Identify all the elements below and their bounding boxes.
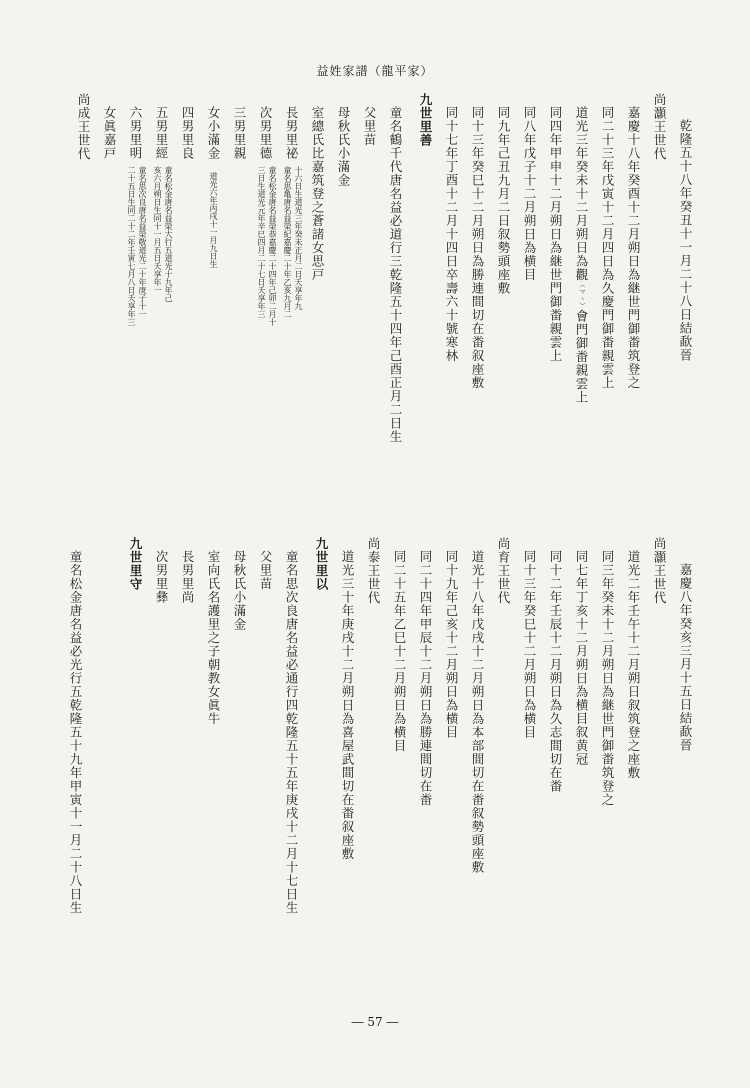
child-entry: 長男里尚 <box>180 550 195 604</box>
reign-heading: 尚泰王世代 <box>366 537 381 605</box>
generation-heading: 九世里守 <box>128 537 143 591</box>
text-column: 童名松金唐名益必光行五乾隆五十九年甲寅十一月二十八日生 <box>68 550 83 915</box>
text-column: 道光三十年庚戌十二月朔日為喜屋武間切在畨叙座敷 <box>340 550 355 861</box>
child-entry: 女眞嘉戸 <box>102 106 117 160</box>
text-column: 同十三年癸巳十二月朔日為勝連間切在畨叙座敷 <box>470 106 485 390</box>
text-column: 同九年己丑九月二日叙勢頭座敷 <box>496 106 511 295</box>
page-header: 益姓家譜（龍平家） <box>316 64 434 78</box>
text-column: 同十七年丁酉十二月十四日卒壽六十號寒林 <box>444 106 459 363</box>
generation-heading: 九世里以 <box>314 537 329 591</box>
child-entry: 長男里祕 十六日生道光三年癸未正月二日夭享年九 童名思亀唐名益榮紀嘉慶二十年乙亥九月二 <box>283 106 303 318</box>
text-column: 同七年丁亥十二月朔日為横目叙黄冠 <box>574 550 589 766</box>
reign-heading: 尚育王世代 <box>496 537 511 605</box>
text-column: 道光十八年戊戌十二月朔日為本部間切在畨叙勢頭座敷 <box>470 550 485 874</box>
text-column: 母秋氏小滿金 <box>336 106 351 187</box>
reign-heading: 尚成王世代 <box>76 93 91 161</box>
text-column: 父里苗 <box>362 106 377 147</box>
child-entry: 三男里親 <box>232 106 247 160</box>
generation-heading: 九世里善 <box>418 93 433 147</box>
text-column: 嘉慶十八年癸酉十二月朔日為継世門御畨筑登之 <box>626 106 641 390</box>
text-column: 同二十四年甲辰十二月朔日為勝連間切在畨 <box>418 550 433 807</box>
bottom-section <box>62 537 698 915</box>
text-column: 同二十三年戊寅十二月四日為久慶門御畨親雲上 <box>600 106 615 390</box>
text-column: 嘉慶八年癸亥三月十五日結歃晉 <box>678 563 693 752</box>
text-column: 道光二年壬午十二月朔日叙筑登之座敷 <box>626 550 641 780</box>
text-column: 室向氏名護里之子朝教女眞牛 <box>206 550 221 726</box>
child-entry: 女小滿金道光六年丙戌十一月九日生 <box>206 106 221 268</box>
text-column: 父里苗 <box>258 550 273 591</box>
reign-heading: 尚灝王世代 <box>652 93 667 161</box>
top-section <box>68 93 698 444</box>
child-entry: 次男里彝 <box>154 550 169 604</box>
text-column: 同十九年己亥十二月朔日為横目 <box>444 550 459 739</box>
text-column: 同二十五年乙巳十二月朔日為横目 <box>392 550 407 753</box>
child-entry: 六男里明 童名思次良唐名益榮敬道光二十年庚子十一 二十五日生同二十二年壬寅七月八日夭享年三 <box>127 106 147 326</box>
text-column: 同八年戊子十二月朔日為横目 <box>522 106 537 282</box>
page-number: ― 57 ― <box>351 1015 399 1029</box>
text-column: 同十三年癸巳十二月朔日為横目 <box>522 550 537 739</box>
text-column: 同四年甲申十二月朔日為継世門御畨親雲上 <box>548 106 563 363</box>
text-column: 乾隆五十八年癸丑十一月二十八日結歃晉 <box>678 119 693 362</box>
text-column: 童名思次良唐名益必通行四乾隆五十五年庚戌十二月十七日生 <box>284 550 299 915</box>
child-entry: 四男里良 <box>180 106 195 160</box>
text-column: 同三年癸未十二月朔日為継世門御畨筑登之 <box>600 550 615 807</box>
editor-mark: （マヽ） <box>578 281 585 310</box>
text-column: 母秋氏小滿金 <box>232 550 247 631</box>
text-column: 童名鶴千代唐名益必道行三乾隆五十四年己酉正月二日生 <box>388 106 403 444</box>
reign-heading: 尚灝王世代 <box>652 537 667 605</box>
text-column: 道光三年癸未十二月朔日為觀（マヽ）會門御畨親雲上 <box>574 106 589 404</box>
child-entry: 五男里經 童名松金唐名益榮大行五道光十九年己 亥六月朔日生同十一月五日夭享年一 <box>153 106 173 302</box>
text-column: 室總氏比嘉筑登之蒼諸女思戸 <box>310 106 325 282</box>
text-column: 同十二年壬辰十二月朔日為久志間切在畨 <box>548 550 563 793</box>
child-entry: 次男里德 童名松金唐名益榮恭嘉慶二十四年己卯二月十 三日生道光元年辛巳四月二十七日夭享年三 <box>257 106 277 326</box>
